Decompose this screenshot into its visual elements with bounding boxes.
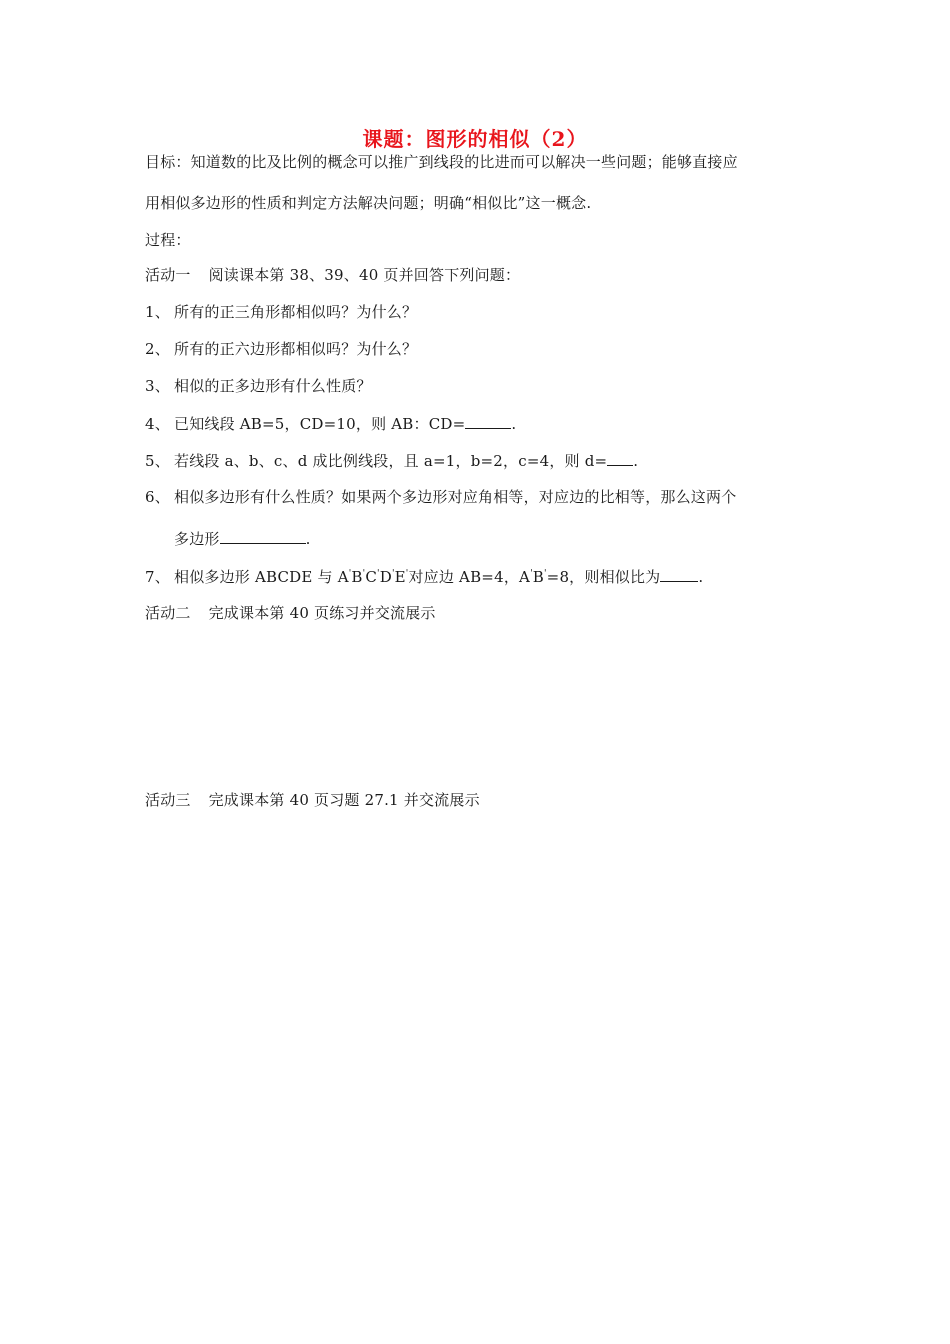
activity-1-text: 阅读课本第 38、39、40 页并回答下列问题： bbox=[208, 266, 521, 284]
goal-line-2: 用相似多边形的性质和判定方法解决问题；明确“相似比”这一概念. bbox=[145, 194, 592, 212]
goal-line-1: 目标：知道数的比及比例的概念可以推广到线段的比进而可以解决一些问题；能够直接应 bbox=[145, 153, 738, 171]
activity-3-text: 完成课本第 40 页习题 27.1 并交流展示 bbox=[208, 791, 480, 809]
question-text: =8，则相似比为 bbox=[546, 568, 661, 586]
process-label: 过程： bbox=[145, 231, 191, 249]
question-text: C bbox=[365, 568, 378, 586]
answer-blank bbox=[660, 566, 698, 582]
question-6 bbox=[145, 487, 736, 507]
question-number: 2、 bbox=[145, 340, 170, 358]
question-2 bbox=[145, 339, 417, 359]
prime-mark: ' bbox=[362, 569, 366, 579]
activity-2 bbox=[145, 603, 436, 623]
question-7 bbox=[145, 566, 703, 587]
question-number: 6、 bbox=[145, 488, 170, 506]
prime-mark: ' bbox=[348, 569, 352, 579]
question-text: E bbox=[394, 568, 406, 586]
question-text: D bbox=[379, 568, 392, 586]
question-tail: . bbox=[633, 452, 639, 470]
question-6-continued bbox=[174, 528, 311, 549]
activity-2-label: 活动二 bbox=[145, 604, 191, 622]
question-text: 相似多边形 ABCDE 与 A bbox=[174, 568, 349, 586]
prime-mark: ' bbox=[405, 569, 409, 579]
question-number: 7、 bbox=[145, 568, 170, 586]
prime-mark: ' bbox=[377, 569, 380, 579]
page-title: 课题：图形的相似（2） bbox=[362, 127, 588, 151]
prime-mark: ' bbox=[391, 569, 395, 579]
question-tail: . bbox=[305, 530, 311, 548]
question-tail: . bbox=[511, 415, 517, 433]
activity-1-label: 活动一 bbox=[145, 266, 191, 284]
question-text: 所有的正三角形都相似吗？为什么？ bbox=[174, 303, 418, 321]
question-text: 相似多边形有什么性质？如果两个多边形对应角相等，对应边的比相等，那么这两个 bbox=[174, 488, 737, 506]
question-number: 5、 bbox=[145, 452, 170, 470]
question-text: 已知线段 AB=5，CD=10，则 AB：CD= bbox=[174, 415, 466, 433]
question-text: 相似的正多边形有什么性质？ bbox=[174, 377, 372, 395]
question-text: 所有的正六边形都相似吗？为什么？ bbox=[174, 340, 418, 358]
question-4 bbox=[145, 413, 516, 434]
question-text: 若线段 a、b、c、d 成比例线段，且 a=1，b=2，c=4，则 d= bbox=[174, 452, 608, 470]
question-5 bbox=[145, 450, 638, 471]
prime-mark: ' bbox=[543, 569, 547, 579]
answer-blank bbox=[220, 528, 306, 544]
answer-blank bbox=[465, 413, 511, 429]
question-number: 3、 bbox=[145, 377, 170, 395]
answer-blank bbox=[607, 450, 633, 466]
question-text: B bbox=[532, 568, 544, 586]
question-number: 1、 bbox=[145, 303, 170, 321]
question-text: 多边形 bbox=[174, 530, 220, 548]
question-3 bbox=[145, 376, 372, 396]
question-text: B bbox=[351, 568, 363, 586]
activity-3 bbox=[145, 790, 480, 810]
question-number: 4、 bbox=[145, 415, 170, 433]
prime-mark: ' bbox=[530, 569, 533, 579]
activity-2-text: 完成课本第 40 页练习并交流展示 bbox=[208, 604, 436, 622]
activity-1 bbox=[145, 265, 520, 285]
question-1 bbox=[145, 302, 417, 322]
activity-3-label: 活动三 bbox=[145, 791, 191, 809]
question-text: 对应边 AB=4，A bbox=[408, 568, 531, 586]
question-tail: . bbox=[698, 568, 704, 586]
